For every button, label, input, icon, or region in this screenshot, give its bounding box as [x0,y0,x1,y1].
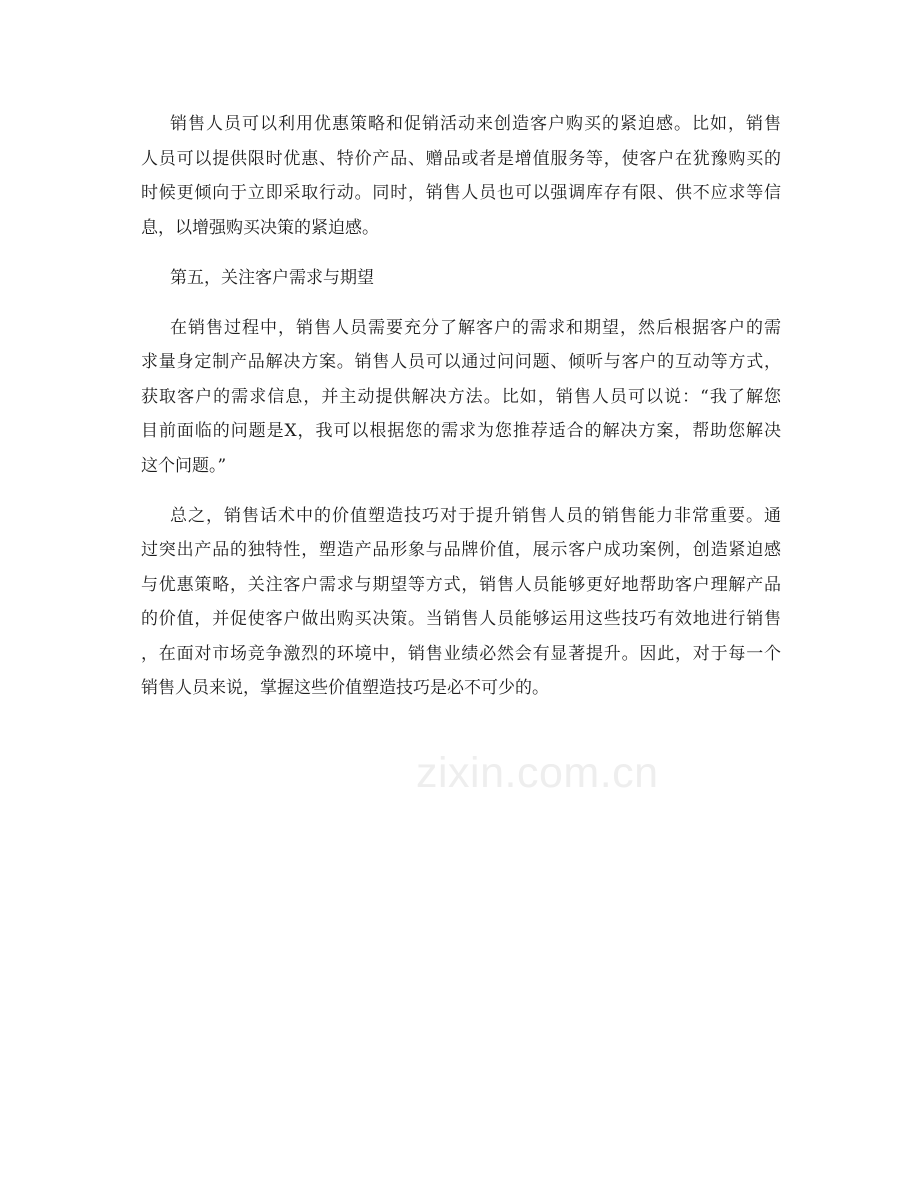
paragraph-line: 销售人员可以利用优惠策略和促销活动来创造客户购买的紧迫感。比如，销售 [170,114,781,134]
paragraph-line: 过突出产品的独特性，塑造产品形象与品牌价值，展示客户成功案例，创造紧迫感 [141,540,781,560]
paragraph-line: 时候更倾向于立即采取行动。同时，销售人员也可以强调库存有限、供不应求等信 [141,183,781,203]
document-body [141,107,781,721]
section-heading: 第五，关注客户需求与期望 [170,267,374,288]
paragraph-urgency [141,107,781,245]
watermark: zixin.com.cn [416,749,659,797]
paragraph-line: 在销售过程中，销售人员需要充分了解客户的需求和期望，然后根据客户的需 [170,317,781,338]
paragraph-customer-needs [141,311,781,484]
paragraph-line: 总之，销售话术中的价值塑造技巧对于提升销售人员的销售能力非常重要。通 [170,505,781,526]
paragraph-line: 获取客户的需求信息，并主动提供解决方法。比如，销售人员可以说：“我了解您 [141,386,781,407]
paragraph-line: 这个问题。” [141,455,227,476]
paragraph-line: 人员可以提供限时优惠、特价产品、赠品或者是增值服务等，使客户在犹豫购买的 [141,148,781,169]
paragraph-line: 销售人员来说，掌握这些价值塑造技巧是必不可少的。 [141,678,549,698]
paragraph-line: 息，以增强购买决策的紧迫感。 [141,217,379,238]
paragraph-line: 的价值，并促使客户做出购买决策。当销售人员能够运用这些技巧有效地进行销售 [141,609,781,629]
paragraph-line: 与优惠策略，关注客户需求与期望等方式，销售人员能够更好地帮助客户理解产品 [141,574,781,595]
paragraph-line: 求量身定制产品解决方案。销售人员可以通过问问题、倾听与客户的互动等方式， [141,352,781,372]
paragraph-line: ，在面对市场竞争激烈的环境中，销售业绩必然会有显著提升。因此，对于每一个 [141,643,781,664]
paragraph-line: 目前面临的问题是X，我可以根据您的需求为您推荐适合的解决方案，帮助您解决 [141,421,781,441]
paragraph-conclusion [141,499,781,706]
